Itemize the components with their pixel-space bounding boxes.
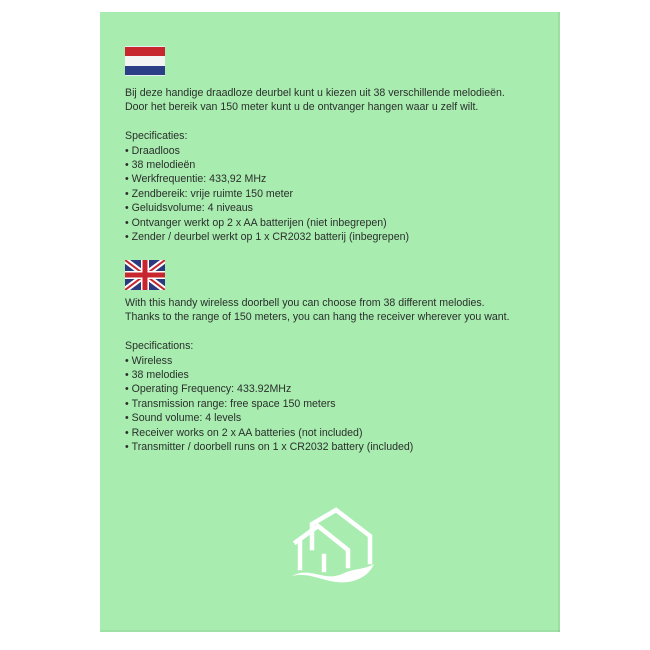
english-spec-item: • 38 melodies — [125, 368, 545, 382]
english-intro-line-2: Thanks to the range of 150 meters, you can hang the receiver wherever you want. — [125, 311, 510, 324]
dutch-spec-item: • Draadloos — [125, 144, 545, 158]
house-logo-icon — [290, 506, 376, 592]
dutch-spec-item: • Geluidsvolume: 4 niveaus — [125, 201, 545, 215]
english-spec-list — [125, 354, 545, 455]
dutch-intro-line-1: Bij deze handige draadloze deurbel kunt u kiezen uit 38 verschillende melodieën. — [125, 87, 505, 99]
dutch-spec-heading: Specificaties: — [125, 130, 188, 143]
netherlands-flag-icon — [125, 46, 165, 76]
uk-flag-icon — [125, 260, 165, 290]
dutch-spec-item: • Werkfrequentie: 433,92 MHz — [125, 172, 545, 186]
dutch-spec-item: • Zendbereik: vrije ruimte 150 meter — [125, 187, 545, 201]
english-spec-item: • Wireless — [125, 354, 545, 368]
dutch-spec-item: • Ontvanger werkt op 2 x AA batterijen (niet inbegrepen) — [125, 216, 545, 230]
english-spec-heading: Specifications: — [125, 340, 194, 353]
english-spec-item: • Transmitter / doorbell runs on 1 x CR2032 battery (included) — [125, 440, 545, 454]
english-spec-item: • Transmission range: free space 150 meters — [125, 397, 545, 411]
english-description — [125, 296, 545, 454]
dutch-spec-list — [125, 144, 545, 245]
dutch-spec-item: • 38 melodieën — [125, 158, 545, 172]
dutch-description — [125, 86, 545, 244]
packaging-back — [100, 12, 560, 632]
dutch-intro-line-2: Door het bereik van 150 meter kunt u de ontvanger hangen waar u zelf wilt. — [125, 101, 479, 114]
english-spec-item: • Sound volume: 4 levels — [125, 411, 545, 425]
english-spec-item: • Receiver works on 2 x AA batteries (not included) — [125, 426, 545, 440]
dutch-spec-item: • Zender / deurbel werkt op 1 x CR2032 batterij (inbegrepen) — [125, 230, 545, 244]
english-intro-line-1: With this handy wireless doorbell you can choose from 38 different melodies. — [125, 297, 485, 309]
english-spec-item: • Operating Frequency: 433.92MHz — [125, 382, 545, 396]
